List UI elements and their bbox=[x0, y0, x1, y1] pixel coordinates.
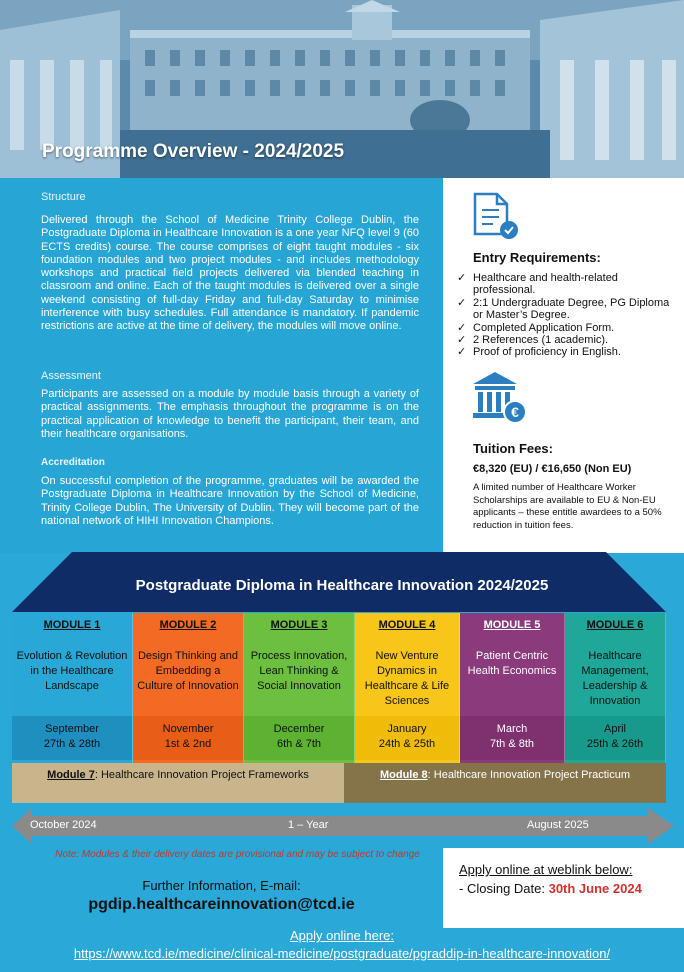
timeline-start: October 2024 bbox=[30, 819, 97, 831]
accreditation-text: On successful completion of the programme, graduates will be awarded the Postgraduate Diploma in Healthcare Innovation by the School of Medicine, Trinity College Dublin, The University of Dublin. They will become part of the national network of HIHI Innovation Champions. bbox=[41, 475, 419, 527]
apply-here-link[interactable]: Apply online here: bbox=[289, 928, 395, 943]
module-month: January bbox=[387, 723, 427, 735]
module-month: March bbox=[496, 723, 528, 735]
module-heading: MODULE 5 bbox=[483, 619, 541, 631]
checkmark-icon: ✓ bbox=[457, 296, 467, 309]
module-title: Patient Centric Health Economics bbox=[467, 650, 557, 677]
module-column bbox=[244, 613, 355, 763]
module-heading: MODULE 1 bbox=[43, 619, 101, 631]
scholarship-note: A limited number of Healthcare Worker Scholarships are available to EU & Non-EU applicants – these entitle awardees to a 50% reduction in tuition fees. bbox=[473, 482, 662, 531]
module-title: Evolution & Revolution in the Healthcare Landscape bbox=[16, 650, 128, 692]
entry-requirements-list bbox=[457, 272, 677, 359]
module-title: Design Thinking and Embedding a Culture of Innovation bbox=[137, 650, 239, 692]
module-column bbox=[12, 613, 133, 763]
svg-text:€: € bbox=[511, 404, 519, 420]
document-check-icon bbox=[471, 190, 521, 242]
module-title: Healthcare Management, Leadership & Innovation bbox=[581, 650, 649, 707]
module-month: November bbox=[162, 723, 214, 735]
module-7-project: Module 7: Healthcare Innovation Project Frameworks bbox=[12, 763, 344, 803]
module-month: September bbox=[45, 723, 99, 735]
module-dates bbox=[12, 716, 132, 760]
module-column bbox=[133, 613, 244, 763]
checkmark-icon: ✓ bbox=[457, 334, 467, 347]
module-column bbox=[355, 613, 460, 763]
module-dates bbox=[355, 716, 459, 760]
tuition-fees: €8,320 (EU) / €16,650 (Non EU) bbox=[473, 463, 632, 475]
checkmark-icon: ✓ bbox=[457, 346, 467, 359]
list-item: ✓ Completed Application Form. bbox=[457, 321, 615, 334]
module-column bbox=[460, 613, 565, 763]
bank-euro-icon bbox=[471, 370, 529, 426]
tuition-heading: Tuition Fees: bbox=[473, 441, 553, 456]
module-month: April bbox=[603, 723, 626, 735]
module-dates bbox=[133, 716, 243, 760]
module-dates bbox=[244, 716, 354, 760]
requirements-panel bbox=[443, 178, 684, 553]
list-item: ✓ Proof of proficiency in English. bbox=[457, 346, 621, 359]
structure-heading: Structure bbox=[41, 191, 86, 203]
module-days: 1st & 2nd bbox=[164, 738, 212, 750]
provisional-note: Note: Modules & their delivery dates are provisional and may be subject to change bbox=[55, 849, 420, 860]
module-days: 7th & 8th bbox=[489, 738, 535, 750]
structure-text: Delivered through the School of Medicine Trinity College Dublin, the Postgraduate Diploma in Healthcare Innovation is a one year NFQ level 9 (60 ECTS credits) course. The course comprises of eight taught modules - six foundation modules and two project modules - and includes methodology workshops and practical field projects delivered via blended teaching in classroom and online. Each of the taught modules is delivered over a single weekend consisting of full-day Friday and full-day Saturday to minimise interference with busy schedules. Full attendance is mandatory. If pandemic restrictions are active at the time of delivery, the modules will move online. bbox=[41, 214, 419, 333]
further-info-label: Further Information, E-mail: bbox=[142, 878, 301, 893]
apply-weblink-label: Apply online at weblink below: bbox=[459, 862, 633, 877]
module-title: New Venture Dynamics in Healthcare & Life Sciences bbox=[364, 650, 450, 707]
module-column bbox=[565, 613, 666, 763]
module-dates bbox=[565, 716, 665, 760]
list-item: ✓ Healthcare and health-related professional. bbox=[457, 272, 618, 297]
contact-email[interactable]: pgdip.healthcareinnovation@tcd.ie bbox=[88, 896, 355, 913]
module-dates bbox=[460, 716, 564, 760]
list-item: ✓ 2 References (1 academic). bbox=[457, 334, 609, 347]
module-month: December bbox=[273, 723, 325, 735]
assessment-text: Participants are assessed on a module by module basis through a variety of practical assignments. The emphasis throughout the programme is on the practical application of knowledge to benefit the participant, their team, and their healthcare organisations. bbox=[41, 388, 419, 440]
timeline-duration: 1 – Year bbox=[288, 819, 329, 831]
checkmark-icon: ✓ bbox=[457, 272, 467, 284]
module-heading: MODULE 6 bbox=[586, 619, 644, 631]
entry-requirements-heading: Entry Requirements: bbox=[473, 250, 601, 265]
closing-date: - Closing Date: 30th June 2024 bbox=[459, 881, 642, 896]
module-days: 6th & 7th bbox=[276, 738, 322, 750]
module-title: Process Innovation, Lean Thinking & Social Innovation bbox=[250, 650, 348, 692]
timeline-end: August 2025 bbox=[527, 819, 589, 831]
apply-box bbox=[443, 848, 684, 928]
checkmark-icon: ✓ bbox=[457, 321, 467, 334]
accreditation-heading: Accreditation bbox=[41, 457, 105, 468]
module-days: 24th & 25th bbox=[378, 738, 436, 750]
module-heading: MODULE 3 bbox=[270, 619, 328, 631]
page-title: Programme Overview - 2024/2025 bbox=[42, 141, 345, 162]
module-days: 25th & 26th bbox=[586, 738, 644, 750]
apply-url-link[interactable]: https://www.tcd.ie/medicine/clinical-medicine/postgraduate/pgraddip-in-healthcare-innovation/ bbox=[73, 946, 611, 961]
module-heading: MODULE 2 bbox=[159, 619, 217, 631]
programme-title: Postgraduate Diploma in Healthcare Innovation 2024/2025 bbox=[135, 577, 549, 594]
hero-banner bbox=[0, 0, 684, 178]
list-item: ✓ 2:1 Undergraduate Degree, PG Diploma or Master’s Degree. bbox=[457, 296, 670, 322]
assessment-heading: Assessment bbox=[41, 370, 101, 382]
module-days: 27th & 28th bbox=[43, 738, 101, 750]
module-heading: MODULE 4 bbox=[378, 619, 436, 631]
module-8-project: Module 8: Healthcare Innovation Project Practicum bbox=[344, 763, 666, 803]
